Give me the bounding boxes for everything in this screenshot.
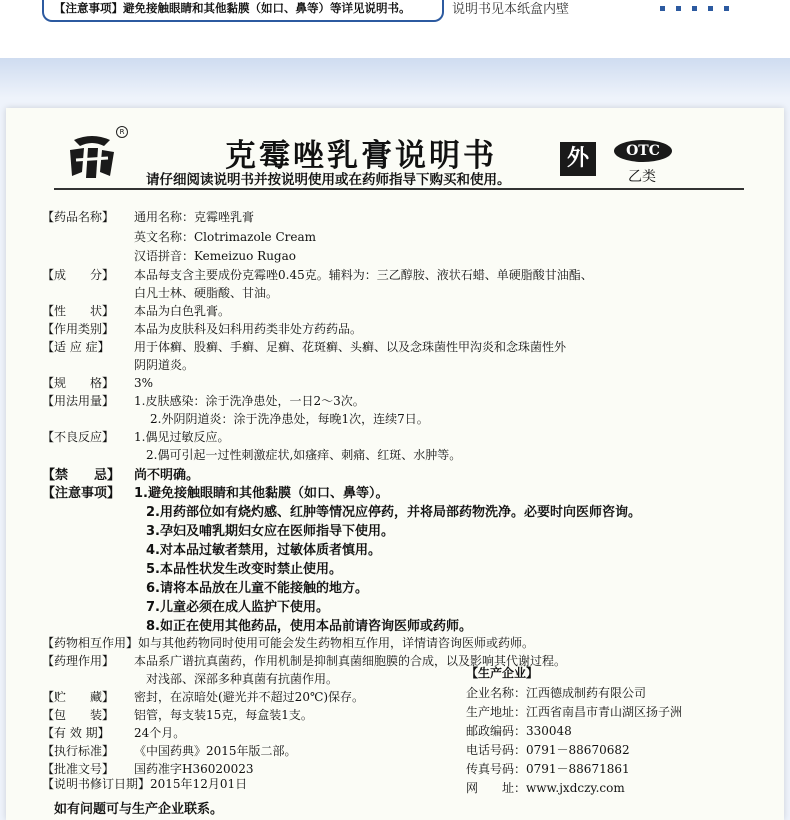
section-spec — [42, 374, 153, 391]
section-label: 【药物相互作用】 — [42, 636, 139, 650]
section-label: 【说明书修订日期】 — [42, 777, 151, 791]
section-category — [42, 320, 362, 337]
top-right-note: 说明书见本纸盒内壁 — [452, 2, 570, 17]
section-label: 【执行标准】 — [42, 744, 115, 758]
section-text: 汉语拼音：Kemeizuo Rugao — [134, 249, 296, 263]
precaution-item: 5.本品性状发生改变时禁止使用。 — [146, 562, 342, 577]
section-text: 铝管，每支装15克，每盒装1支。 — [134, 708, 313, 722]
precaution-item: 4.对本品过敏者禁用，过敏体质者慎用。 — [146, 543, 381, 558]
precaution-item: 7.儿童必须在成人监护下使用。 — [146, 600, 329, 615]
section-text: 国药准字H36020023 — [134, 762, 254, 776]
section-text: 白凡士林、硬脂酸、甘油。 — [134, 286, 279, 300]
section-label: 【适 应 症】 — [42, 340, 110, 354]
section-standard — [42, 742, 297, 759]
section-label: 【禁 忌】 — [42, 468, 121, 483]
section-package — [42, 706, 313, 723]
section-text: 阴阴道炎。 — [134, 358, 195, 372]
top-banner — [0, 0, 790, 62]
footer-note: 如有问题可与生产企业联系。 — [54, 802, 224, 817]
section-text: 密封，在凉暗处(避光并不超过20℃)保存。 — [134, 690, 365, 704]
manufacturer-address: 生产地址：江西省南昌市青山湖区扬子洲 — [466, 705, 683, 719]
section-label: 【有 效 期】 — [42, 726, 110, 740]
section-indications — [42, 338, 566, 355]
banner-shadow — [0, 58, 790, 98]
section-text: 本品为皮肤科及妇科用药类非处方药药品。 — [134, 322, 363, 336]
precaution-item: 1.避免接触眼睛和其他黏膜（如口、鼻等）。 — [134, 486, 389, 501]
precaution-item: 6.请将本品放在儿童不能接触的地方。 — [146, 581, 368, 596]
section-drug-name — [42, 208, 254, 225]
manufacturer-fax: 传真号码：0791－88671861 — [466, 762, 630, 776]
registered-mark: R — [116, 126, 128, 138]
section-text: 2015年12月01日 — [150, 777, 248, 791]
section-label: 【成 分】 — [42, 268, 115, 282]
section-validity — [42, 724, 185, 741]
page-subtitle: 请仔细阅读说明书并按说明使用或在药师指导下购买和使用。 — [146, 172, 511, 188]
section-text: 对浅部、深部多种真菌有抗菌作用。 — [146, 672, 339, 686]
section-contraindication — [42, 464, 199, 483]
precaution-item: 2.用药部位如有烧灼感、红肿等情况应停药，并将局部药物洗净。必要时向医师咨询。 — [146, 505, 641, 520]
section-text: 1.皮肤感染：涂于洗净患处，一日2～3次。 — [134, 394, 365, 408]
top-note: 【注意事项】避免接触眼睛和其他黏膜（如口、鼻等）等详见说明书。 — [42, 0, 444, 22]
section-label: 【药理作用】 — [42, 654, 115, 668]
section-text: 1.偶见过敏反应。 — [134, 430, 230, 444]
header-divider — [54, 188, 744, 190]
precaution-item: 8.如正在使用其他药品，使用本品前请咨询医师或药师。 — [146, 619, 472, 634]
section-adverse — [42, 428, 229, 445]
manufacturer-website: 网 址：www.jxdczy.com — [466, 781, 625, 795]
section-text: 2.外阴阴道炎：涂于洗净患处，每晚1次，连续7日。 — [150, 412, 429, 426]
section-ingredients — [42, 266, 593, 283]
section-storage — [42, 688, 364, 705]
section-text: 2.偶可引起一过性刺激症状,如瘙痒、刺痛、红斑、水肿等。 — [146, 448, 462, 462]
section-text: 英文名称：Clotrimazole Cream — [134, 230, 317, 244]
section-text: 通用名称：克霉唑乳膏 — [134, 210, 255, 224]
section-label: 【药品名称】 — [42, 210, 115, 224]
section-label: 【作用类别】 — [42, 322, 115, 336]
section-text: 用于体癣、股癣、手癣、足癣、花斑癣、头癣、以及念珠菌性甲沟炎和念珠菌性外 — [134, 340, 567, 354]
external-use-mark: 外 — [560, 142, 596, 176]
decorative-dots — [660, 6, 729, 11]
section-precautions — [42, 482, 388, 501]
manufacturer-heading: 【生产企业】 — [466, 666, 539, 680]
manufacturer-postcode: 邮政编码：330048 — [466, 724, 572, 738]
section-dosage — [42, 392, 365, 409]
precaution-item: 3.孕妇及哺乳期妇女应在医师指导下使用。 — [146, 524, 394, 539]
section-label: 【包 装】 — [42, 708, 115, 722]
section-label: 【不良反应】 — [42, 430, 115, 444]
section-text: 本品每支含主要成份克霉唑0.45克。辅料为：三乙醇胺、液状石蜡、单硬脂酸甘油酯、 — [134, 268, 593, 282]
manufacturer-phone: 电话号码：0791－88670682 — [466, 743, 630, 757]
section-text: 尚不明确。 — [134, 468, 200, 483]
section-label: 【贮 藏】 — [42, 690, 115, 704]
otc-class: 乙类 — [628, 169, 656, 185]
section-text: 本品为白色乳膏。 — [134, 304, 231, 318]
section-text: 本品系广谱抗真菌药，作用机制是抑制真菌细胞膜的合成，以及影响其代谢过程。 — [134, 654, 567, 668]
section-revision-date — [42, 775, 247, 792]
section-appearance — [42, 302, 230, 319]
section-text: 《中国药典》2015年版二部。 — [134, 744, 297, 758]
section-label: 【注意事项】 — [42, 486, 121, 501]
otc-badge: OTC — [614, 140, 672, 162]
section-interaction — [42, 634, 534, 651]
section-label: 【批准文号】 — [42, 762, 115, 776]
section-text: 如与其他药物同时使用可能会发生药物相互作用，详情请咨询医师或药师。 — [138, 636, 535, 650]
manufacturer-name: 企业名称：江西德成制药有限公司 — [466, 686, 647, 700]
company-logo-icon — [64, 132, 120, 182]
section-text: 3% — [134, 376, 154, 390]
section-label: 【用法用量】 — [42, 394, 115, 408]
section-label: 【性 状】 — [42, 304, 115, 318]
page-title: 克霉唑乳膏说明书 — [225, 138, 497, 174]
section-text: 24个月。 — [134, 726, 186, 740]
section-label: 【规 格】 — [42, 376, 115, 390]
